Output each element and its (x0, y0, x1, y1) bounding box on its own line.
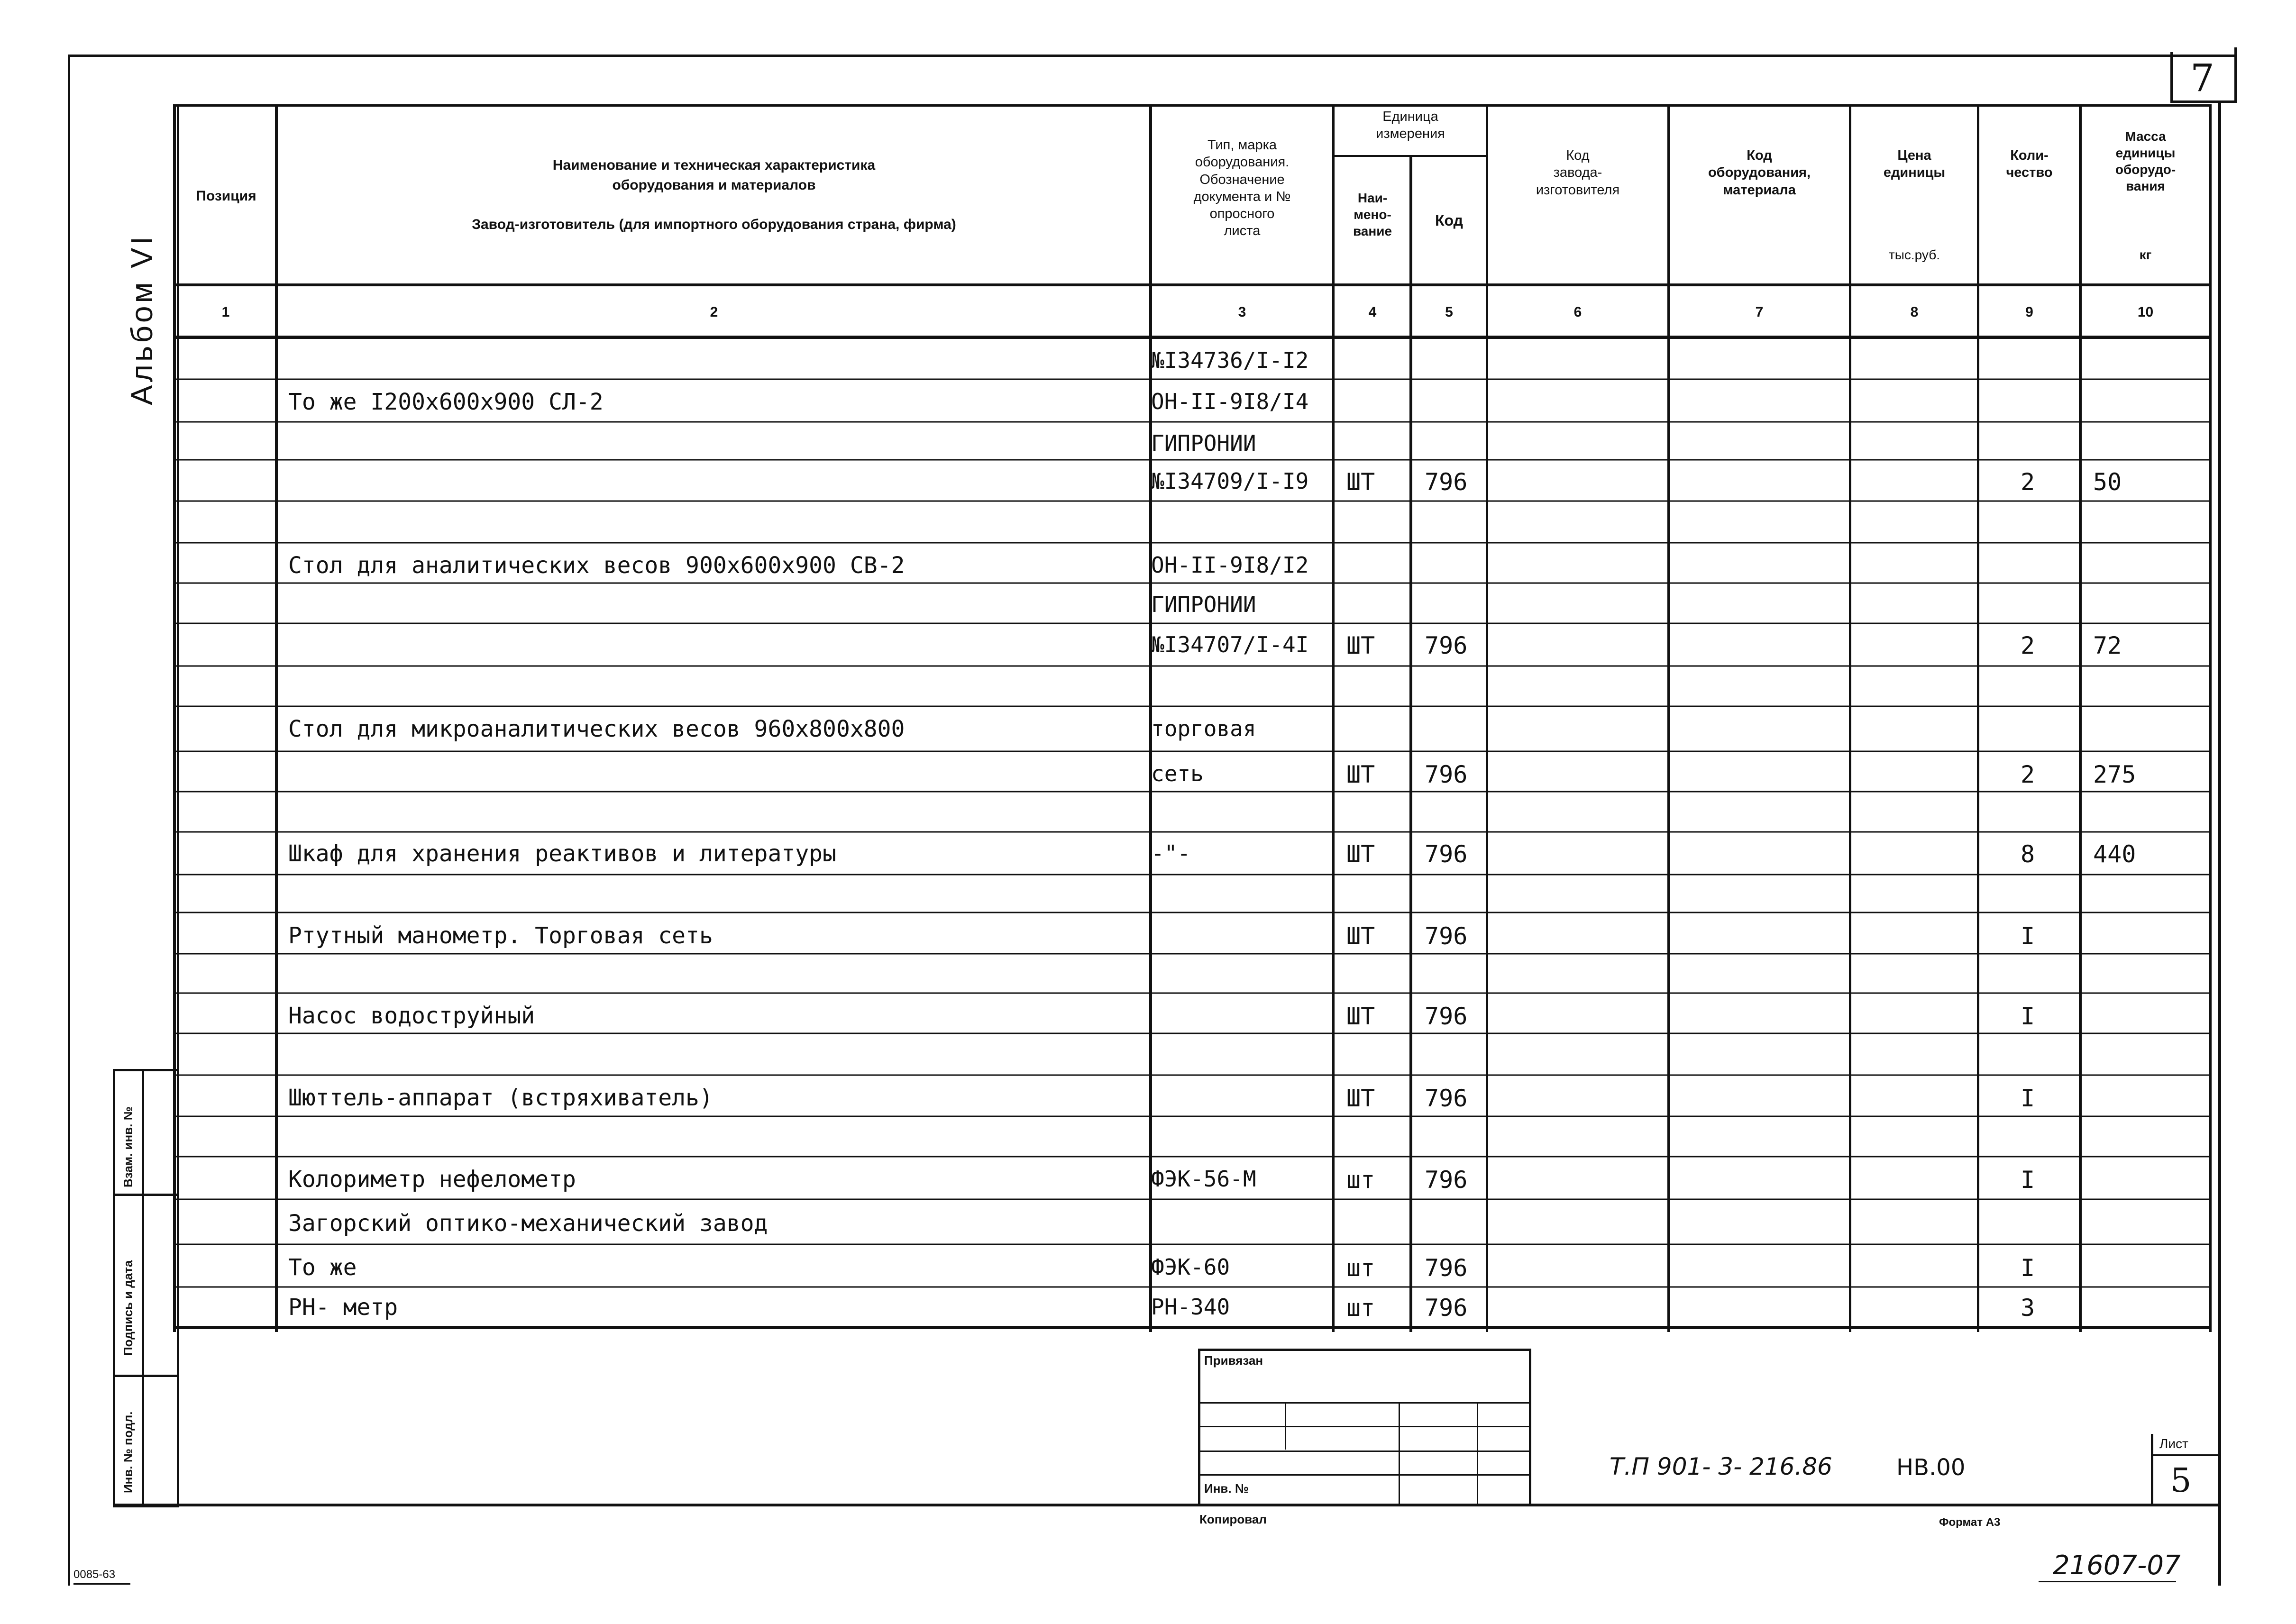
row-quantity: 2 (2021, 632, 2035, 659)
row-type: №I34709/I-I9 (1151, 468, 1309, 494)
row-name: Стол для аналитических весов 900x600x900 СВ-2 (288, 552, 905, 579)
album-label: Альбом VI (125, 234, 159, 405)
row-quantity: 8 (2021, 840, 2035, 868)
stamp-left: 0085-63 (73, 1568, 116, 1581)
row-type: ОН-II-9I8/I4 (1151, 389, 1309, 414)
row-code: 796 (1425, 1166, 1468, 1194)
header-type (1152, 137, 1332, 240)
stamp-vzam-inv: Взам. инв. № (121, 1106, 135, 1187)
header-unit-name (1335, 190, 1410, 239)
colnum-9: 9 (2025, 304, 2033, 320)
colnum-7: 7 (1755, 304, 1764, 320)
row-code: 796 (1425, 1003, 1468, 1030)
header-factory-code (1488, 147, 1668, 199)
header-unit-l1: Единица (1382, 109, 1438, 124)
row-code: 796 (1425, 922, 1468, 950)
row-quantity: I (2021, 1003, 2035, 1030)
row-code: 796 (1425, 761, 1468, 788)
row-name: Загорский оптико-механический завод (288, 1210, 768, 1237)
row-unit: ШТ (1346, 632, 1375, 659)
row-type: ОН-II-9I8/I2 (1151, 552, 1309, 578)
header-position: Позиция (196, 188, 256, 204)
stamp-right: 21607-07 (2053, 1550, 2181, 1581)
header-quantity-l1: Коли- (2010, 148, 2049, 163)
header-mass-l4: вания (2126, 179, 2165, 193)
row-code: 796 (1425, 468, 1468, 496)
inv-no-label: Инв. № (1204, 1481, 1249, 1496)
row-name: Ртутный манометр. Торговая сеть (288, 922, 713, 949)
row-quantity: I (2021, 922, 2035, 950)
colnum-1: 1 (221, 304, 230, 320)
section-code: НВ.00 (1896, 1454, 1966, 1481)
header-unit-name-l3: вание (1353, 224, 1392, 238)
row-unit: ШТ (1346, 840, 1375, 868)
header-price-l1: Цена (1897, 148, 1931, 163)
colnum-4: 4 (1368, 304, 1377, 320)
row-type: №I34736/I-I2 (1151, 347, 1309, 373)
row-type: сеть (1151, 761, 1204, 786)
header-material-code-l2: оборудования, (1708, 165, 1811, 181)
row-type: торговая (1151, 716, 1256, 741)
header-unit-name-l2: мено- (1354, 207, 1391, 222)
header-name-line2: оборудования и материалов (612, 177, 816, 193)
header-mass-l2: единицы (2115, 146, 2176, 160)
doc-code: Т.П 901- 3- 216.86 (1610, 1453, 1832, 1480)
stamp-inv-podl: Инв. № подл. (121, 1411, 135, 1493)
header-mass-l1: Масса (2125, 129, 2166, 144)
header-name-line3: Завод-изготовитель (для импортного оборудования страна, фирма) (472, 217, 956, 232)
list-label: Лист (2159, 1436, 2188, 1451)
header-unit-code: Код (1435, 212, 1463, 229)
row-unit: ШТ (1346, 468, 1375, 496)
privyazan-label: Привязан (1204, 1353, 1263, 1368)
header-material-code-l3: материала (1723, 182, 1796, 198)
header-unit-name-l1: Наи- (1357, 191, 1388, 205)
header-price-l2: единицы (1883, 165, 1946, 181)
row-unit: ШТ (1346, 922, 1375, 950)
row-unit: шт (1346, 1166, 1375, 1194)
row-mass: 440 (2093, 840, 2136, 868)
kopiroval-label: Копировал (1199, 1512, 1267, 1526)
format-label: Формат А3 (1939, 1516, 2001, 1529)
row-code: 796 (1425, 632, 1468, 659)
stamp-podpis-data: Подпись и дата (121, 1260, 135, 1356)
row-code: 796 (1425, 1294, 1468, 1322)
row-type: РН-340 (1151, 1294, 1230, 1320)
row-name: Насос водоструйный (288, 1003, 535, 1029)
colnum-3: 3 (1238, 304, 1246, 320)
header-factory-code-l2: завода- (1553, 165, 1602, 181)
header-factory-code-l1: Код (1566, 148, 1590, 163)
row-name: То же (288, 1254, 357, 1281)
header-factory-code-l3: изготовителя (1536, 182, 1620, 198)
colnum-2: 2 (710, 304, 718, 320)
row-type: №I34707/I-4I (1151, 632, 1309, 657)
row-name: Шюттель-аппарат (встряхиватель) (288, 1085, 713, 1111)
header-type-l3: Обозначение (1199, 172, 1285, 187)
header-price-unit: тыс.руб. (1888, 247, 1940, 262)
row-name: Шкаф для хранения реактивов и литературы (288, 840, 836, 867)
header-type-l1: Тип, марка (1207, 137, 1277, 153)
header-material-code (1669, 147, 1849, 199)
row-type: ФЭК-56-М (1151, 1166, 1256, 1192)
colnum-5: 5 (1445, 304, 1453, 320)
row-unit: шт (1346, 1254, 1375, 1282)
header-mass-l3: оборудо- (2115, 162, 2176, 177)
header-quantity-l2: чество (2006, 165, 2053, 181)
row-code: 796 (1425, 840, 1468, 868)
sheet-corner-number: 7 (2190, 56, 2214, 100)
row-name: Колориметр нефелометр (288, 1166, 576, 1193)
row-type: ГИПРОНИИ (1151, 592, 1256, 617)
row-name: Стол для микроаналитических весов 960x800x800 (288, 716, 905, 742)
row-quantity: I (2021, 1254, 2035, 1282)
row-name: То же I200x600x900 СЛ-2 (288, 389, 604, 415)
row-unit: шт (1346, 1294, 1375, 1322)
header-material-code-l1: Код (1747, 148, 1772, 163)
header-price (1851, 147, 1977, 182)
row-quantity: 3 (2021, 1294, 2035, 1322)
list-number: 5 (2170, 1461, 2192, 1500)
row-mass: 72 (2093, 632, 2122, 659)
header-mass-unit: кг (2139, 247, 2152, 262)
row-type: ГИПРОНИИ (1151, 430, 1256, 456)
row-quantity: 2 (2021, 468, 2035, 496)
row-unit: ШТ (1346, 1085, 1375, 1112)
header-quantity (1979, 147, 2079, 182)
row-unit: ШТ (1346, 761, 1375, 788)
header-type-l5: опросного (1209, 206, 1275, 221)
header-unit-group (1335, 108, 1486, 143)
row-mass: 275 (2093, 761, 2136, 788)
colnum-8: 8 (1910, 304, 1919, 320)
row-code: 796 (1425, 1254, 1468, 1282)
header-name-line1: Наименование и техническая характеристика (552, 157, 876, 173)
row-type: ФЭК-60 (1151, 1254, 1230, 1280)
header-unit-l2: измерения (1376, 126, 1445, 142)
header-type-l4: документа и № (1193, 189, 1291, 204)
colnum-10: 10 (2137, 304, 2154, 320)
row-quantity: I (2021, 1166, 2035, 1194)
row-unit: ШТ (1346, 1003, 1375, 1030)
colnum-6: 6 (1573, 304, 1582, 320)
header-mass (2081, 128, 2210, 194)
row-quantity: 2 (2021, 761, 2035, 788)
row-type: -"- (1151, 840, 1191, 866)
row-mass: 50 (2093, 468, 2122, 496)
header-type-l2: оборудования. (1195, 155, 1290, 170)
row-quantity: I (2021, 1085, 2035, 1112)
header-type-l6: листа (1224, 223, 1261, 239)
row-code: 796 (1425, 1085, 1468, 1112)
row-name: РН- метр (288, 1294, 398, 1321)
